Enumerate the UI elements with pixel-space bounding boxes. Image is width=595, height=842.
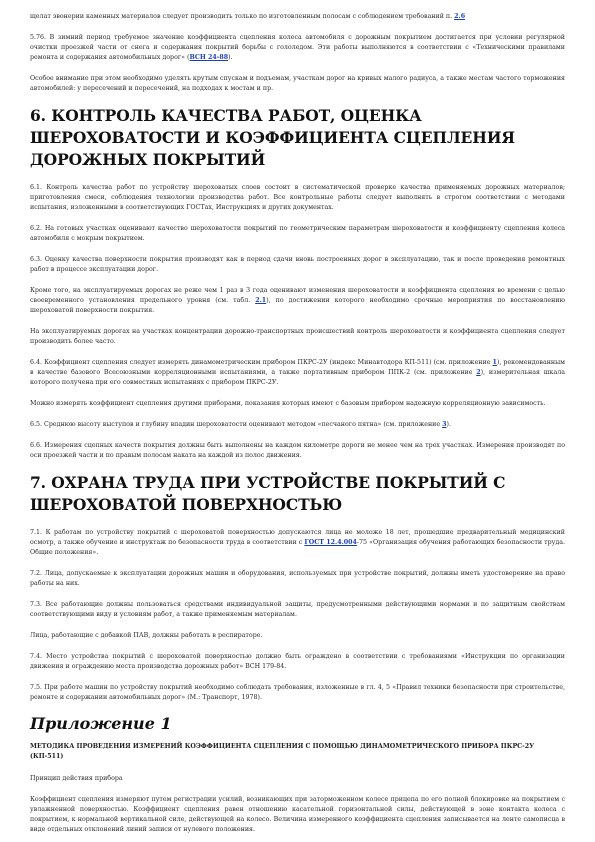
appendix-1-link[interactable]: 1 — [492, 359, 497, 366]
paragraph-suffix: ). — [228, 54, 233, 61]
paragraph-7-3: 7.3. Все работающие должны пользоваться средствами индивидуальной защиты, предусмотренными действующими нормами и по защитным свойствам соответствующими виду и условиям работ, а также применяемым материалам. — [30, 601, 565, 618]
paragraph-text: ), по достижении которого необходимо срочные мероприятия по восстановлению шероховатой поверхности покрытия. — [30, 297, 565, 314]
paragraph-6-3: 6.3. Оценку качества поверхности покрытия производят как в период сдачи вновь построенных дорог в эксплуатацию, так и после проведения ремонтных работ в процессе эксплуатации дорог. — [30, 256, 565, 273]
paragraph-text: Кроме того, на эксплуатируемых дорогах не реже чем 1 раз в 3 года оценивают изменения шероховатости и коэффициента сцепления во времени с целью своевременного установления предельного уровня (см. табл. — [30, 287, 565, 304]
paragraph-text: ), измерительная шкала которого получена при его совместных испытаниях с прибором ПКРС-2У. — [30, 369, 565, 386]
method-title: МЕТОДИКА ПРОВЕДЕНИЯ ИЗМЕРЕНИЙ КОЭФФИЦИЕНТА СЦЕПЛЕНИЯ С ПОМОЩЬЮ ДИНАМОМЕТРИЧЕСКОГО ПРИБОРА ПКРС-2У (КП-511) — [30, 743, 535, 760]
paragraph-6-1: 6.1. Контроль качества работ по устройству шероховатых слоев состоит в систематической проверке качества применяемых дорожных материалов; приготовления смеси, соблюдения технологии производства работ. Все контрольные работы следует выполнять в строгом соответствии с методами испытания, изложенными в соответствующих ГОСТах, Инструкциях и других документах. — [30, 184, 565, 211]
paragraph-6-2: 6.2. На готовых участках оценивают качество шероховатости покрытий по геометрическим параметрам шероховатости и коэффициенту сцепления колеса автомобиля с мокрым покрытием. — [30, 225, 565, 242]
paragraph-text: щелат эвонерии каменных материалов следует производить только по изготовленным полосам с соблюдением требований п. — [30, 13, 455, 20]
paragraph-6-6: 6.6. Измерения сцепных качеств покрытия должны быть выполнены на каждом километре дороги не менее чем на трех участках. Измерения производят по оси проезжей части и по правым полосам наката на каждой из полос движения. — [30, 442, 565, 459]
paragraph-7-1 — [30, 528, 565, 558]
paragraph-6-3c: На эксплуатируемых дорогах на участках концентрации дорожно-транспортных происшествий контроль шероховатости и коэффициента сцепления следует производить более часто. — [30, 328, 565, 345]
paragraph-6-3b — [30, 286, 565, 316]
paragraph-text: 6.4. Коэффициент сцепления следует измерять динамометрическим прибором ПКРС-2У (индекс Минавтодора КП-511) (см. приложение — [30, 359, 493, 366]
paragraph-6-4b: Можно измерять коэффициент сцепления другими приборами, показания которых имеют с базовым прибором надежную корреляционную зависимость. — [30, 400, 546, 407]
clause-link[interactable]: 2.6 — [454, 13, 466, 20]
paragraph-text: ). — [446, 421, 451, 428]
paragraph-special: Особое внимание при этом необходимо уделять крутым спускам и подъемам, участкам дорог на кривых малого радиуса, а также местам частого торможения автомобилей: у пересечений и пересечений, на подходах к мостам и пр. — [30, 75, 565, 92]
paragraph-6-4 — [30, 358, 565, 388]
paragraph-5-76 — [30, 33, 565, 63]
gost-link[interactable]: ГОСТ 12.4.004 — [304, 539, 357, 546]
paragraph-top — [30, 12, 565, 22]
principle-subheading: Принцип действия прибора — [30, 775, 123, 782]
vsn-link[interactable]: ВСН 24-88 — [189, 54, 229, 61]
paragraph-7-4: 7.4. Место устройства покрытий с шероховатой поверхностью должно быть ограждено в соответствии с требованиями «Инструкции по организации движения и ограждению места производства дорожных работ» ВСН 179-84. — [30, 653, 565, 670]
paragraph-text: 6.5. Среднюю высоту выступов и глубину впадин шероховатости оценивают методом «песчаного пятна» (см. приложение — [30, 421, 443, 428]
appendix-2-link[interactable]: 2 — [476, 369, 481, 376]
paragraph-7-3b: Лица, работающие с добавкой ПАВ, должны работать в респираторе. — [30, 632, 263, 639]
paragraph-7-5: 7.5. При работе машин по устройству покрытий необходимо соблюдать требования, изложенные в гл. 4, 5 «Правил техники безопасности при строительстве, ремонте и содержании автомобильных дорог» (М.: Транспорт, 1978). — [30, 684, 565, 701]
appendix-1-body: Коэффициент сцепления измеряют путем регистрации усилий, возникающих при заторможенном колесе прицепа по его полной блокировке на покрытием с увлажненной поверхностью. Коэффициент сцепления равен отношению касательной горизонтальной силы, действующей в зоне контакта колеса с покрытием, к нормальной вертикальной силе, действующей на колесо. Величина измеренного коэффициента сцепления записывается на ленте самописца в виде отдельных отклонений линий записи от нулевого положения. — [30, 796, 565, 833]
paragraph-text: ), рекомендованным в качестве базового Всесоюзными корреляционными испытаниями, а также портативным прибором ППК-2 (см. приложение — [30, 359, 565, 376]
section-7-heading: 7. ОХРАНА ТРУДА ПРИ УСТРОЙСТВЕ ПОКРЫТИЙ С ШЕРОХОВАТОЙ ПОВЕРХНОСТЬЮ — [30, 473, 506, 514]
section-6-heading: 6. КОНТРОЛЬ КАЧЕСТВА РАБОТ, ОЦЕНКА ШЕРОХОВАТОСТИ И КОЭФФИЦИЕНТА СЦЕПЛЕНИЯ ДОРОЖНЫХ ПОКРЫТИЙ — [30, 106, 515, 169]
paragraph-text: -75 «Организация обучения работающих безопасности труда. Общие положения». — [30, 539, 565, 556]
appendix-1-heading: Приложение 1 — [30, 714, 172, 733]
paragraph-6-5 — [30, 420, 565, 430]
paragraph-7-2: 7.2. Лица, допускаемые к эксплуатации дорожных машин и оборудования, используемых при устройстве покрытий, должны иметь удостоверение на право работы на них. — [30, 570, 565, 587]
paragraph-text: 5.76. В зимний период требуемое значение коэффициента сцепления колеса автомобиля с дорожным покрытием достигается при условии регулярной очистки проезжей части от снега и содержания покрытий борьбы с гололедом. Эти работы выполняются в соответствии с «Техническими правилами ремонта и содержания автомобильных дорог» ( — [30, 34, 565, 61]
paragraph-text: 7.1. К работам по устройству покрытий с шероховатой поверхностью допускаются лица не моложе 18 лет, прошедшие предварительный медицинский осмотр, а также обучение и инструктаж по безопасности труда в соответствии с — [30, 529, 565, 546]
appendix-3-link[interactable]: 3 — [442, 421, 447, 428]
table-link[interactable]: 2.1 — [255, 297, 267, 304]
